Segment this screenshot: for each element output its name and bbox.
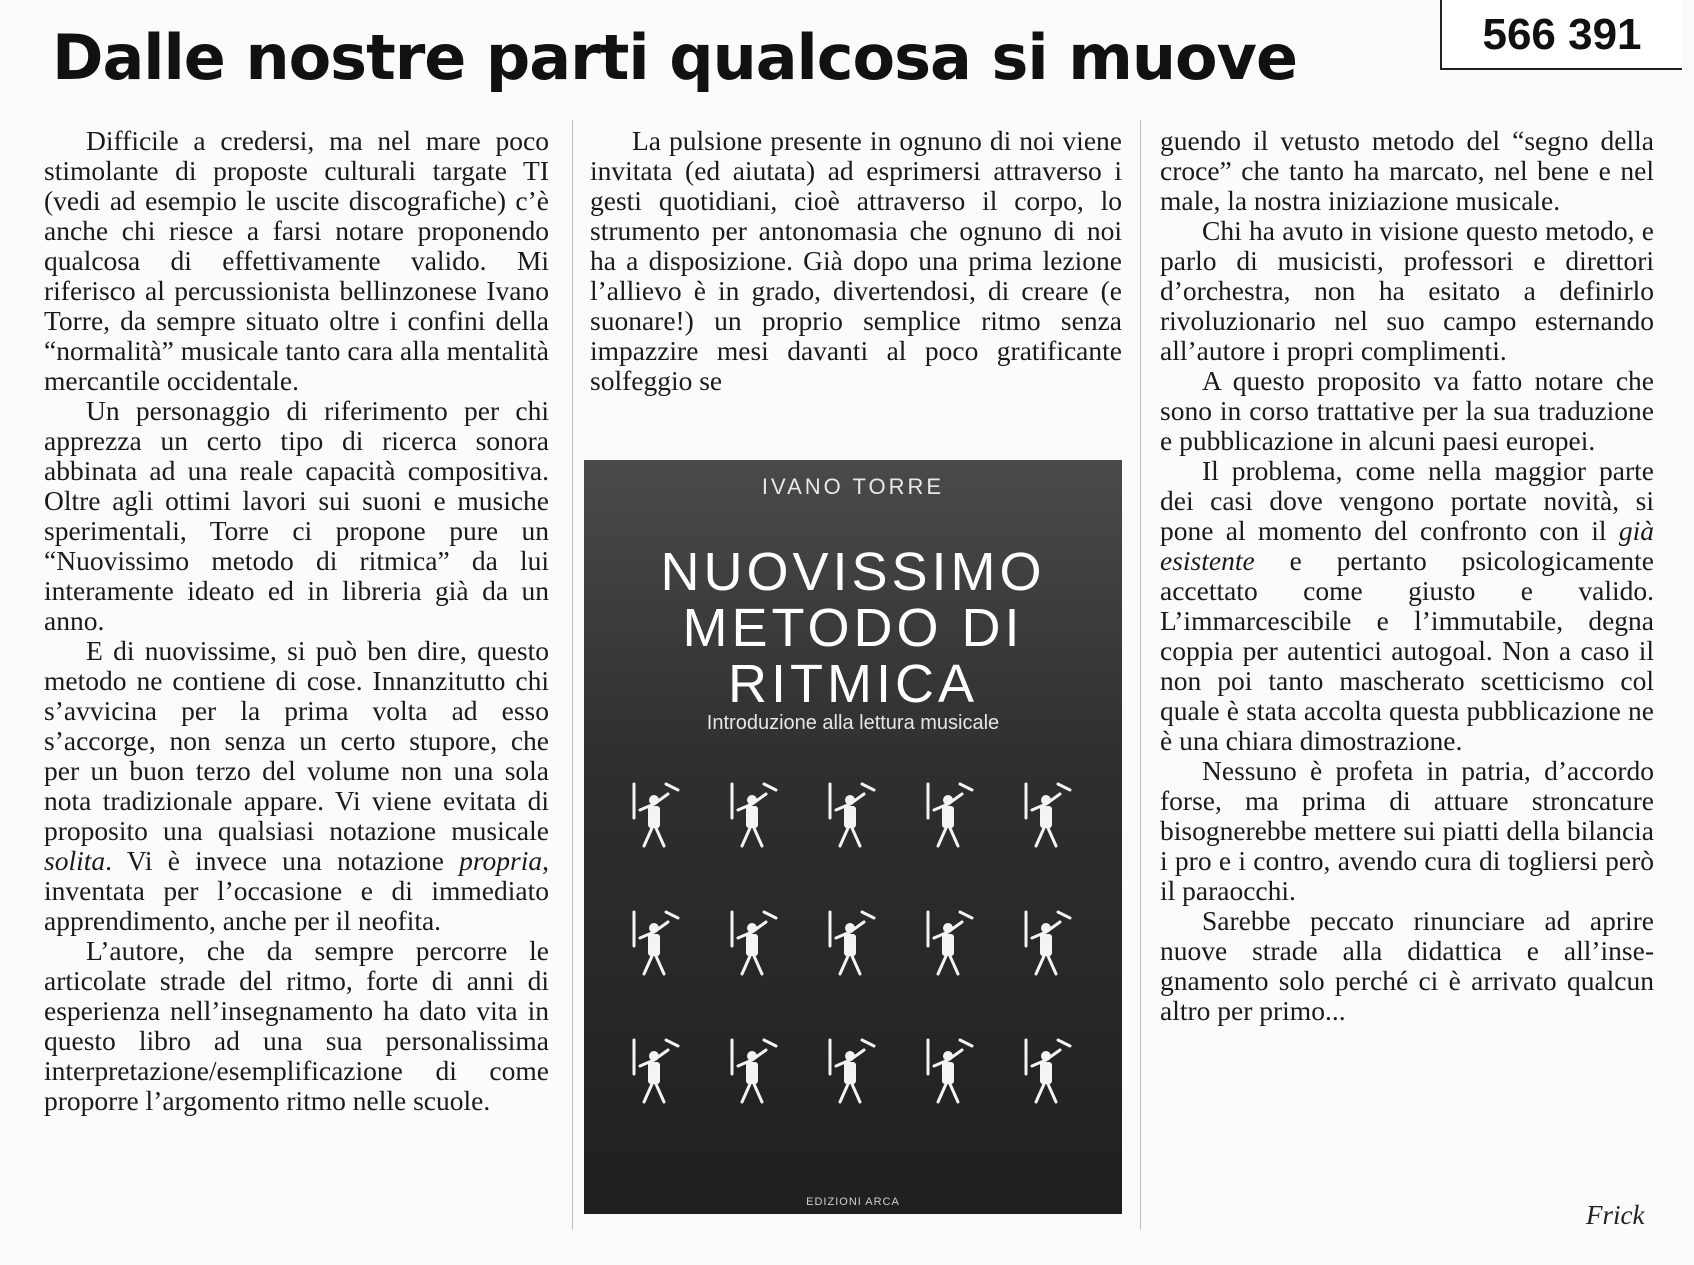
paragraph: La pulsione presente in ognuno di noi viene invitata (ed aiutata) ad esprimersi attraverso i gesti quotidiani, cioè attraverso il corpo, lo strumento per antonomasia che ognuno di noi ha a disposizione. Già dopo una prima lezione l’allievo è in grado, divertendosi, di creare (e suonare!) un proprio semplice ritmo senza impazzire mesi davanti al poco gratificante solfeggio se <box>590 125 1122 396</box>
drummer-figure-icon <box>920 1034 976 1110</box>
paragraph-text: e pertanto psicologicamente accettato come giusto e valido. L’immarcescibile e l’immutabile, degna coppia per autentici autogoal. Non a caso il non poi tanto mascherato scetticismo col quale è stata accolta questa pubblicazione ne è una chiara dimostrazione. <box>1160 545 1654 756</box>
paragraph: A questo proposito va fatto notare che sono in corso trattative per la sua traduzione e pubblicazione in alcuni paesi europei. <box>1160 365 1654 456</box>
book-author: IVANO TORRE <box>761 474 945 499</box>
column-1 <box>44 126 549 1116</box>
column-3 <box>1160 126 1654 1026</box>
paragraph <box>1160 456 1654 756</box>
italic-phrase: già esistente <box>1160 515 1654 576</box>
book-subtitle: Introduzione alla lettura musicale <box>706 712 1000 734</box>
drummer-figures-grid <box>626 778 1086 1158</box>
book-cover-image <box>584 460 1122 1214</box>
drummer-figure-icon <box>1018 778 1074 854</box>
drummer-figure-icon <box>822 1034 878 1110</box>
drummer-figure-icon <box>1018 1034 1074 1110</box>
book-title-line: NUOVISSIMO <box>660 542 1046 602</box>
drummer-figure-icon <box>822 906 878 982</box>
author-signature: Frick <box>1586 1200 1645 1230</box>
drummer-figure-icon <box>920 906 976 982</box>
book-publisher: EDIZIONI ARCA <box>806 1196 900 1208</box>
column-divider <box>572 120 573 1230</box>
paragraph: Sarebbe peccato rinunciare ad aprire nuove strade alla didattica e all’insegnamento solo perché ci è arrivato qualcun altro per primo... <box>1160 905 1654 1026</box>
italic-word: solita <box>44 845 106 876</box>
paragraph-text: Il problema, come nella maggior parte dei casi dove vengono portate novità, si pone al momento del confronto con il <box>1160 455 1654 546</box>
book-title <box>584 544 1122 712</box>
article-code: 566 391 <box>1440 0 1682 70</box>
paragraph: guendo il vetusto metodo del “segno della croce” che tanto ha marcato, nel bene e nel male, la nostra iniziazione musicale. <box>1160 125 1654 216</box>
drummer-figure-icon <box>1018 906 1074 982</box>
paragraph <box>44 636 549 936</box>
paragraph: Un personaggio di riferimento per chi apprezza un certo tipo di ricerca sonora abbinata ad una reale capacità compositiva. Oltre agli ottimi lavori sui suoni e musiche sperimentali, Torre ci propone pure un “Nuovissimo metodo di ritmica” da lui interamente ideato ed in libreria già da un anno. <box>44 395 549 636</box>
drummer-figure-icon <box>626 1034 682 1110</box>
paragraph: Difficile a credersi, ma nel mare poco stimolante di proposte culturali targate TI (vedi ad esempio le uscite discografiche) c’è anche chi riesce a farsi notare proponendo qualcosa di effettivamente valido. Mi riferisco al percussionista bellinzonese Ivano Torre, da sempre situato oltre i confini della “normalità” musicale tanto cara alla mentalità mercantile occidentale. <box>44 125 549 396</box>
paragraph: Nessuno è profeta in patria, d’accordo forse, ma prima di attuare stroncature bisognerebbe mettere sui piatti della bilancia i pro e i contro, avendo cura di togliersi però il paraocchi. <box>1160 755 1654 906</box>
column-divider <box>1140 120 1141 1230</box>
paragraph: Chi ha avuto in visione questo metodo, e parlo di musicisti, professori e direttori d’orchestra, non ha esitato a definirlo rivoluzionario nel suo campo esternando all’autore i propri complimenti. <box>1160 215 1654 366</box>
drummer-figure-icon <box>724 1034 780 1110</box>
paragraph-text: E di nuovissime, si può ben dire, questo metodo ne contiene di cose. Innanzitutto chi s’avvicina per la prima volta ad esso s’accorge, non senza un certo stupore, che per un buon terzo del volume non una sola nota tradizionale appare. Vi viene evitata di proposito una qualsiasi notazione musicale <box>44 635 549 846</box>
drummer-figure-icon <box>626 906 682 982</box>
paragraph-text: . Vi è invece una notazione <box>105 845 444 876</box>
book-title-line: METODO DI <box>682 598 1024 658</box>
drummer-figure-icon <box>724 906 780 982</box>
book-title-line: RITMICA <box>728 654 978 714</box>
headline: Dalle nostre parti qualcosa si muove <box>52 21 1298 94</box>
paragraph: L’autore, che da sempre percorre le articolate strade del ritmo, forte di anni di esperienza nell’insegnamento ha dato vita in questo libro ad una sua personalissima interpretazione/esemplificazione di come proporre l’argomento ritmo nelle scuole. <box>44 935 549 1116</box>
drummer-figure-icon <box>920 778 976 854</box>
italic-word: propria <box>459 845 543 876</box>
drummer-figure-icon <box>822 778 878 854</box>
column-2 <box>590 126 1122 396</box>
drummer-figure-icon <box>626 778 682 854</box>
drummer-figure-icon <box>724 778 780 854</box>
paragraph-text: , inventata per l’occasione e di immediato apprendimento, anche per il neofita. <box>44 845 550 936</box>
